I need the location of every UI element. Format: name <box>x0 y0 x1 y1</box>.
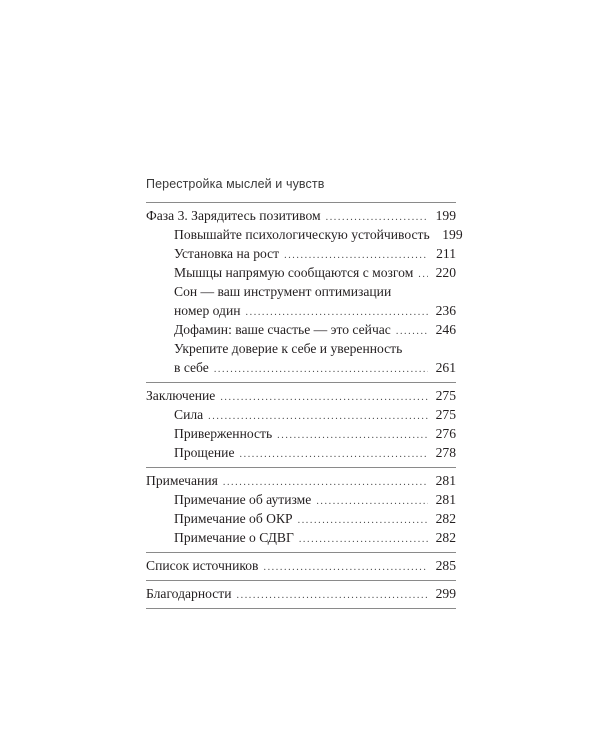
toc-entry-growth-mindset[interactable] <box>146 244 456 263</box>
toc-entry-note-ocd[interactable] <box>146 509 456 528</box>
toc-page-number: 199 <box>442 227 463 242</box>
toc-entry-phase3[interactable] <box>146 206 456 225</box>
toc-page-number: 285 <box>435 558 456 573</box>
dot-leader <box>277 426 428 445</box>
toc-page-number: 281 <box>435 492 456 507</box>
dot-leader <box>316 492 428 511</box>
toc-page-number: 276 <box>435 426 456 441</box>
toc-entry-muscles-brain[interactable] <box>146 263 456 282</box>
toc-entry-conclusion[interactable] <box>146 386 456 405</box>
table-of-contents <box>146 202 463 609</box>
toc-page-number: 236 <box>435 303 456 318</box>
toc-page-number: 278 <box>435 445 456 460</box>
toc-entry-dopamine[interactable] <box>146 320 456 339</box>
toc-entry-title: Примечания <box>146 473 218 488</box>
toc-entry-title: Повышайте психологическую устойчивость <box>174 227 430 242</box>
toc-page-number: 275 <box>435 407 456 422</box>
toc-entry-title: Приверженность <box>174 426 273 441</box>
toc-entry-notes[interactable] <box>146 471 456 490</box>
toc-entry-self-trust[interactable] <box>146 358 456 377</box>
toc-page-number: 282 <box>435 511 456 526</box>
toc-entry-title-continued: в себе <box>174 360 209 375</box>
toc-section-acknowledgements <box>146 580 456 609</box>
toc-section-sources <box>146 552 456 580</box>
toc-section-notes <box>146 467 456 552</box>
toc-entry-title: Заключение <box>146 388 216 403</box>
toc-entry-strength[interactable] <box>146 405 456 424</box>
toc-page-number: 246 <box>435 322 456 337</box>
toc-entry-sources[interactable] <box>146 556 456 575</box>
toc-entry-title: Прощение <box>174 445 235 460</box>
dot-leader <box>418 265 428 284</box>
dot-leader <box>263 558 428 577</box>
toc-entry-forgiveness[interactable] <box>146 443 456 462</box>
toc-entry-title: Примечание об ОКР <box>174 511 293 526</box>
toc-entry-title: Список источников <box>146 558 259 573</box>
dot-leader <box>240 445 429 464</box>
toc-entry-title: Фаза 3. Зарядитесь позитивом <box>146 208 321 223</box>
toc-page-number: 199 <box>435 208 456 223</box>
toc-entry-note-adhd[interactable] <box>146 528 456 547</box>
toc-page-number: 220 <box>435 265 456 280</box>
toc-page-number: 299 <box>435 586 456 601</box>
running-head: Перестройка мыслей и чувств <box>146 177 325 191</box>
toc-section-conclusion <box>146 382 456 467</box>
dot-leader <box>298 511 428 530</box>
toc-entry-sleep[interactable] <box>146 301 456 320</box>
toc-entry-note-autism[interactable] <box>146 490 456 509</box>
toc-section-phase3 <box>146 202 463 382</box>
toc-entry-title: Сила <box>174 407 204 422</box>
toc-entry-commitment[interactable] <box>146 424 456 443</box>
toc-entry-title: Дофамин: ваше счастье — это сейчас <box>174 322 391 337</box>
toc-page-number: 261 <box>435 360 456 375</box>
toc-page-number: 282 <box>435 530 456 545</box>
toc-page-number: 281 <box>435 473 456 488</box>
toc-entry-title: Примечание о СДВГ <box>174 530 294 545</box>
toc-entry-acknowledgements[interactable] <box>146 584 456 603</box>
toc-entry-title: Установка на рост <box>174 246 280 261</box>
toc-entry-sleep-line1[interactable] <box>146 282 456 301</box>
dot-leader <box>214 360 428 379</box>
toc-entry-title-continued: номер один <box>174 303 241 318</box>
dot-leader <box>220 388 428 407</box>
toc-entry-self-trust-line1[interactable] <box>146 339 456 358</box>
toc-entry-title: Мышцы напрямую сообщаются с мозгом <box>174 265 414 280</box>
toc-entry-title: Укрепите доверие к себе и уверенность <box>174 341 403 356</box>
toc-page-number: 275 <box>435 388 456 403</box>
toc-entry-resilience[interactable] <box>146 225 463 244</box>
toc-entry-title: Сон — ваш инструмент оптимизации <box>174 284 392 299</box>
toc-page-number: 211 <box>436 246 456 261</box>
dot-leader <box>299 530 428 549</box>
toc-entry-title: Примечание об аутизме <box>174 492 312 507</box>
dot-leader <box>237 586 429 605</box>
toc-entry-title: Благодарности <box>146 586 232 601</box>
